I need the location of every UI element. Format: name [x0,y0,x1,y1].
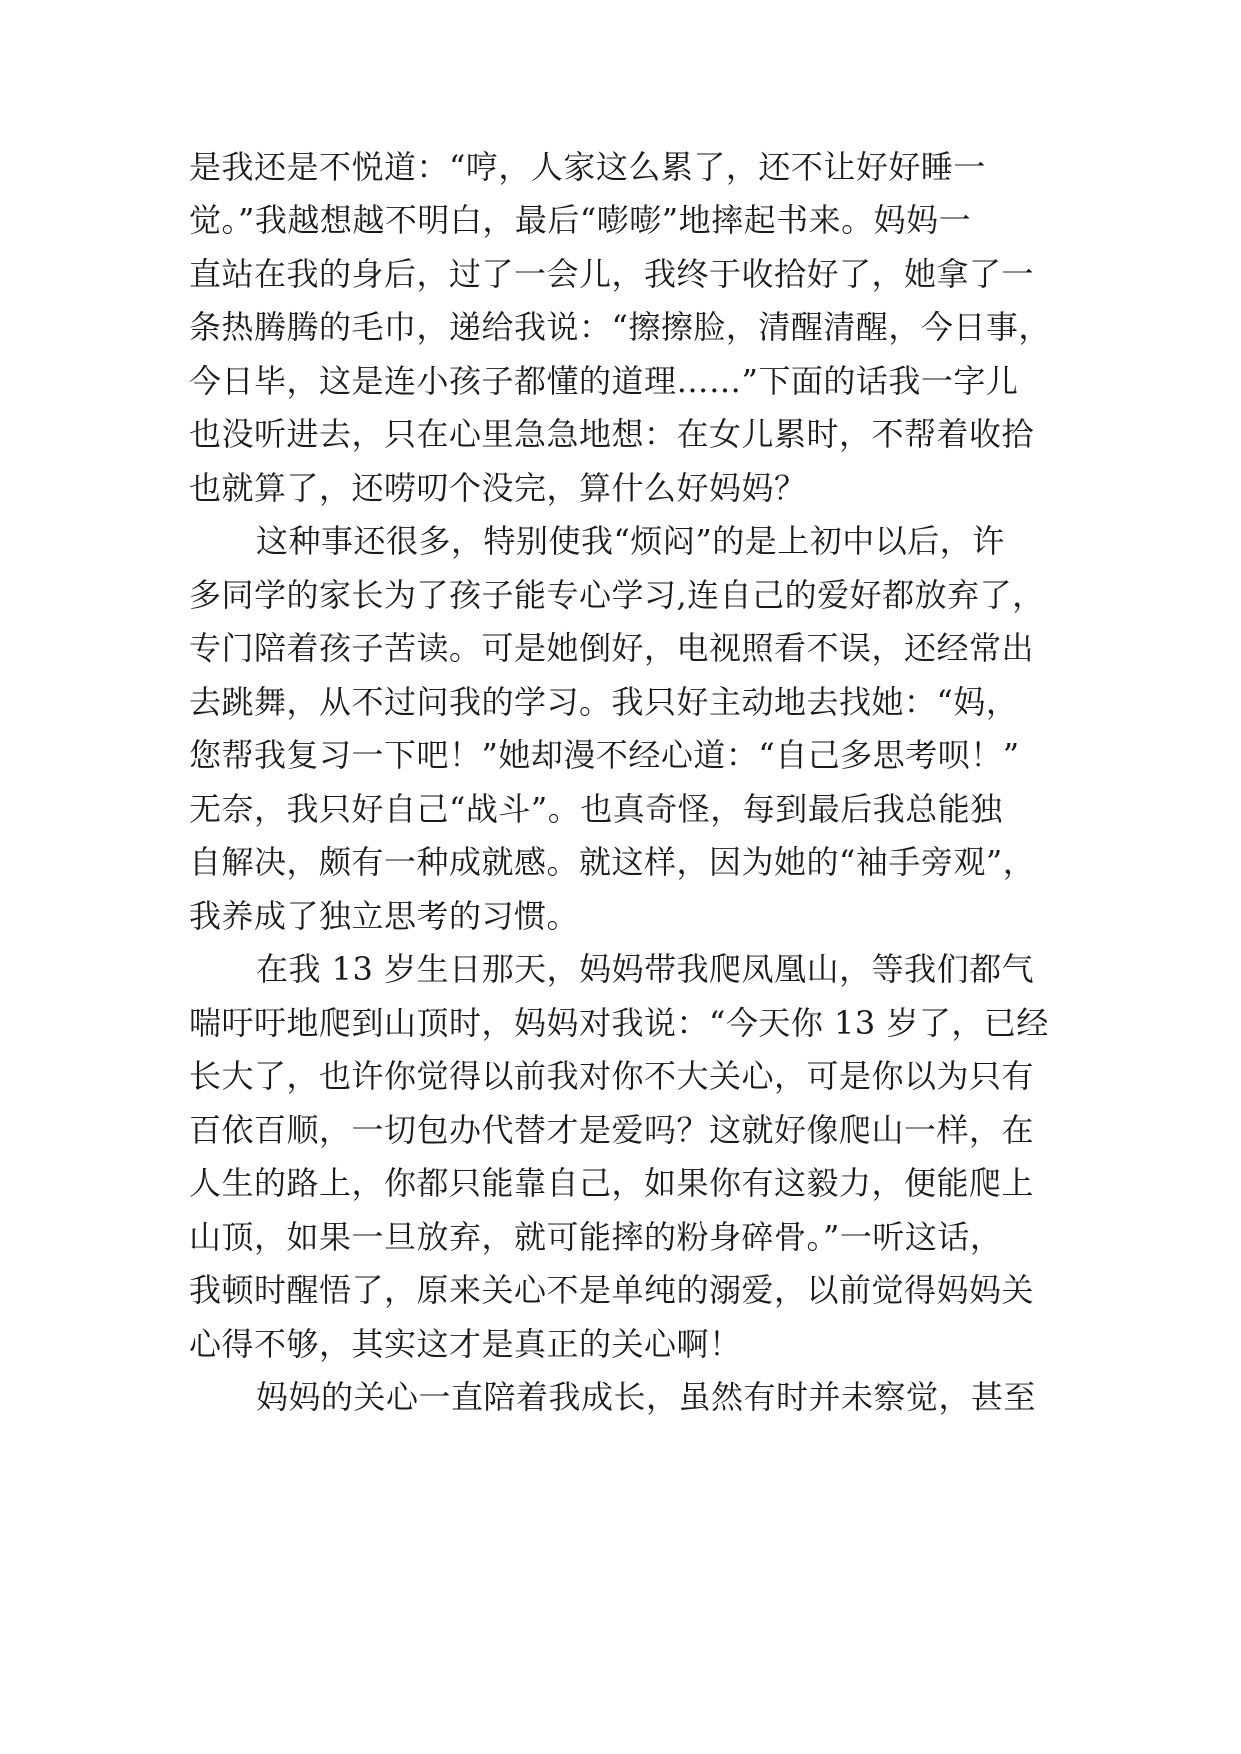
text-line: 无奈，我只好自己“战斗”。也真奇怪，每到最后我总能独 [189,790,1003,828]
text-line: 直站在我的身后，过了一会儿，我终于收拾好了，她拿了一 [189,255,1035,293]
text-line: 山顶，如果一旦放弃，就可能摔的粉身碎骨。”一听这话， [189,1218,1003,1256]
text-line: 我顿时醒悟了，原来关心不是单纯的溺爱，以前觉得妈妈关 [189,1271,1035,1309]
text-line: 条热腾腾的毛巾，递给我说：“擦擦脸，清醒清醒，今日事， [189,308,1051,346]
text-line: 自解决，颇有一种成就感。就这样，因为她的“袖手旁观”， [189,843,1036,881]
text-line: 今日毕，这是连小孩子都懂的道理……”下面的话我一字儿 [189,362,1019,400]
text-line: 是我还是不悦道：“哼，人家这么累了，还不让好好睡一 [189,148,986,186]
text-line: 我养成了独立思考的习惯。 [189,897,580,935]
text-line: 喘吁吁地爬到山顶时，妈妈对我说：“今天你 13 岁了，已经 [189,1004,1049,1042]
paragraph-first-line: 在我 13 岁生日那天，妈妈带我爬凤凰山，等我们都气 [256,950,1035,988]
text-line: 也没听进去，只在心里急急地想：在女儿累时，不帮着收拾 [189,415,1035,453]
text-line: 去跳舞，从不过问我的学习。我只好主动地去找她：“妈， [189,683,1019,721]
text-line: 觉。”我越想越不明白，最后“嘭嘭”地摔起书来。妈妈一 [189,201,972,239]
text-line: 人生的路上，你都只能靠自己，如果你有这毅力，便能爬上 [189,1164,1035,1202]
text-line: 也就算了，还唠叨个没完，算什么好妈妈？ [189,469,807,507]
text-line: 多同学的家长为了孩子能专心学习,连自己的爱好都放弃了， [189,576,1045,614]
text-line: 心得不够，其实这才是真正的关心啊！ [189,1325,742,1363]
text-line: 您帮我复习一下吧！”她却漫不经心道：“自己多思考呗！” [189,736,1020,774]
paragraph-first-line: 这种事还很多，特别使我“烦闷”的是上初中以后，许 [256,522,1005,560]
text-line: 百依百顺，一切包办代替才是爱吗？这就好像爬山一样，在 [189,1111,1035,1149]
paragraph-first-line: 妈妈的关心一直陪着我成长，虽然有时并未察觉，甚至 [256,1378,1037,1416]
text-line: 专门陪着孩子苦读。可是她倒好，电视照看不误，还经常出 [189,629,1035,667]
text-line: 长大了，也许你觉得以前我对你不大关心，可是你以为只有 [189,1057,1035,1095]
